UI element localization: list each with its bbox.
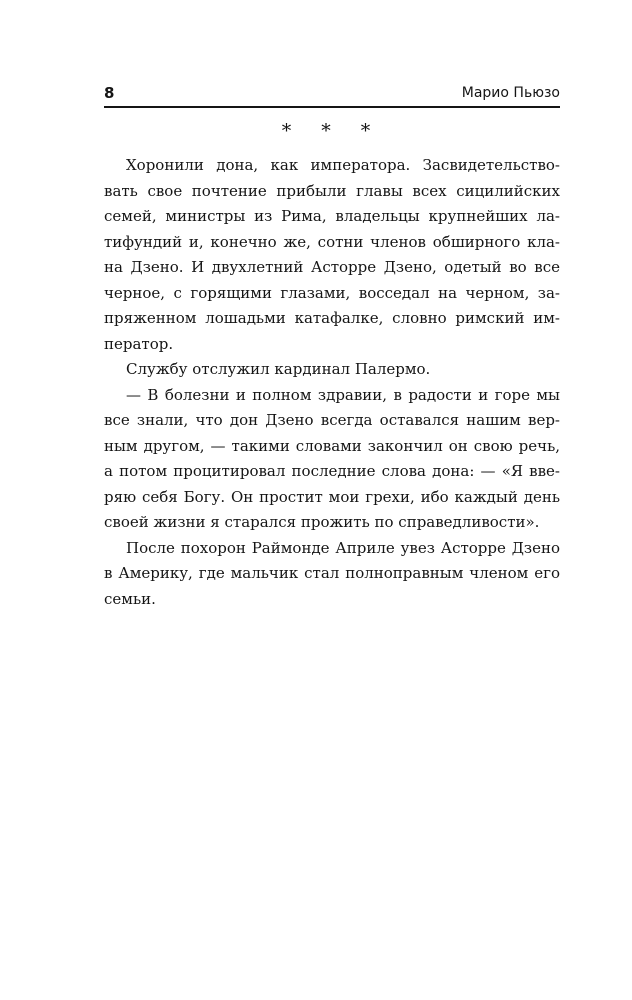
section-separator: * * * [281,120,383,142]
text-line: на Дзено. И двухлетний Асторре Дзено, одетый во все [104,258,560,276]
paragraph [104,357,560,383]
text-line: ным другом, — такими словами закончил он свою речь, [104,436,560,455]
text-line: своей жизни я старался прожить по справедливости». [104,513,540,531]
text-line: все знали, что дон Дзено всегда оставался нашим вер- [104,411,560,429]
text-line: семьи. [104,589,156,608]
text-line: а потом процитировал последние слова дона: — «Я вве- [104,462,560,480]
paragraph [104,153,560,357]
body-text [104,153,560,612]
text-line: тифундий и, конечно же, сотни членов обширного кла- [104,232,560,251]
text-line: пряженном лошадьми катафалке, словно римский им- [104,309,560,327]
text-line: в Америку, где мальчик стал полноправным членом его [104,564,560,582]
paragraph [104,383,560,536]
text-line: черное, с горящими глазами, восседал на черном, за- [104,283,560,302]
paragraph [104,536,560,613]
text-line: вать свое почтение прибыли главы всех сицилийских [104,181,560,200]
text-line: ператор. [104,334,174,353]
page-header [104,82,560,108]
text-line: После похорон Раймонде Априле увез Асторре Дзено [126,538,560,557]
page-number: 8 [104,84,115,102]
text-line: Службу отслужил кардинал Палермо. [126,360,431,378]
running-head-author: Марио Пьюзо [461,85,560,101]
text-line: — В болезни и полном здравии, в радости и горе мы [126,385,560,404]
text-line: семей, министры из Рима, владельцы крупнейших ла- [104,207,560,225]
text-line: ряю себя Богу. Он простит мои грехи, ибо каждый день [104,487,560,506]
text-line: Хоронили дона, как императора. Засвидетельство- [126,156,560,174]
